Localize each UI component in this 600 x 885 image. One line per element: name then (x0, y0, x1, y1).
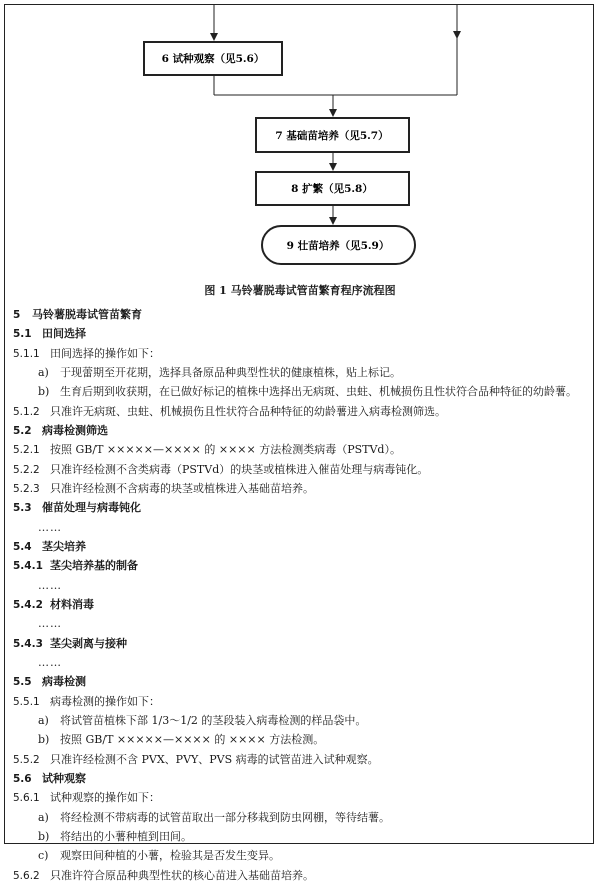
clause-5-6-1 (0, 789, 600, 807)
clause-text: 材料消毒 (50, 597, 94, 611)
clause-text: 茎尖培养基的制备 (50, 559, 138, 573)
clause-5-1 (0, 325, 600, 343)
clause-number: 5.5.1 (13, 695, 40, 708)
list-item-text: 观察田间种植的小薯，检验其是否发生变异。 (60, 849, 280, 863)
ellipsis: …… (38, 520, 62, 534)
list-item (0, 383, 600, 401)
clause-number: 5.1.1 (13, 347, 40, 360)
list-item-text: 按照 GB/T ×××××—×××× 的 ×××× 方法检测。 (60, 733, 325, 747)
clause-5-2-2 (0, 461, 600, 479)
clause-number: 5.2.2 (13, 463, 40, 476)
clause-number: 5.1 (13, 328, 32, 341)
flow-box-7-label: 7 基础苗培养（见5.7） (275, 130, 389, 142)
ellipsis-line (0, 519, 600, 537)
list-item-text: 将经检测不带病毒的试管苗取出一部分移栽到防虫网棚，等待结薯。 (60, 810, 390, 824)
flow-box-9-label: 9 壮苗培养（见5.9） (286, 240, 390, 252)
clause-5-6-2 (0, 867, 600, 885)
clause-text: 马铃薯脱毒试管苗繁育 (32, 308, 142, 321)
clause-5-4 (0, 538, 600, 556)
clause-text: 只准许经检测不含病毒的块茎或植株进入基础苗培养。 (50, 481, 314, 495)
clause-text: 茎尖剥离与接种 (50, 636, 127, 650)
clause-number: 5 (13, 309, 21, 321)
clause-text: 只准许符合原品种典型性状的核心苗进入基础苗培养。 (50, 868, 314, 882)
clause-text: 只准许经检测不含 PVX、PVY、PVS 病毒的试管苗进入试种观察。 (50, 752, 379, 766)
list-marker: b) (38, 829, 50, 843)
clause-5-6 (0, 770, 600, 788)
clause-text: 催苗处理与病毒钝化 (42, 501, 141, 515)
list-item (0, 809, 600, 827)
clause-number: 5.5.2 (13, 753, 40, 766)
clause-number: 5.6 (13, 772, 32, 785)
clause-5-2 (0, 422, 600, 440)
clause-text: 病毒检测的操作如下： (50, 694, 160, 708)
clause-number: 5.4.2 (13, 598, 43, 611)
clause-5-2-1 (0, 441, 600, 459)
list-item (0, 828, 600, 846)
clause-number: 5.4.3 (13, 637, 43, 650)
ellipsis-line (0, 654, 600, 672)
clause-text: 只准许无病斑、虫蛀、机械损伤且性状符合品种特征的幼龄薯进入病毒检测筛选。 (50, 404, 446, 418)
list-marker: b) (38, 385, 50, 399)
clause-text: 试种观察 (42, 771, 86, 785)
clause-5-5-2 (0, 751, 600, 769)
list-marker: c) (38, 849, 49, 863)
clause-text: 只准许经检测不含类病毒（PSTVd）的块茎或植株进入催苗处理与病毒钝化。 (50, 462, 429, 476)
list-item (0, 731, 600, 749)
clause-number: 5.6.2 (13, 869, 40, 882)
clause-text: 茎尖培养 (42, 539, 86, 553)
flow-box-8-label: 8 扩繁（见5.8） (291, 183, 373, 195)
list-marker: a) (38, 713, 49, 727)
clause-5-1-1 (0, 345, 600, 363)
clause-text: 病毒检测 (42, 675, 86, 689)
clause-5-4-2 (0, 596, 600, 614)
ellipsis-line (0, 615, 600, 633)
clause-5-2-3 (0, 480, 600, 498)
clause-number: 5.2.1 (13, 444, 40, 457)
clause-5-5-1 (0, 693, 600, 711)
clause-5-1-2 (0, 403, 600, 421)
clause-text: 病毒检测筛选 (42, 423, 108, 437)
clause-text: 按照 GB/T ×××××—×××× 的 ×××× 方法检测类病毒（PSTVd）。 (50, 443, 401, 457)
list-item-text: 于现蕾期至开花期，选择具备原品种典型性状的健康植株，贴上标记。 (60, 365, 401, 379)
ellipsis: …… (38, 578, 62, 592)
clause-number: 5.5 (13, 676, 32, 689)
list-marker: a) (38, 810, 49, 824)
ellipsis: …… (38, 617, 62, 631)
list-marker: a) (38, 365, 49, 379)
clause-number: 5.2 (13, 424, 32, 437)
clause-number: 5.3 (13, 502, 32, 515)
clause-5-4-3 (0, 635, 600, 653)
list-item (0, 712, 600, 730)
clause-text: 田间选择 (42, 327, 86, 341)
list-item-text: 将试管苗植株下部 1/3～1/2 的茎段装入病毒检测的样品袋中。 (60, 713, 367, 727)
clause-number: 5.1.2 (13, 405, 40, 418)
clause-5 (0, 306, 600, 324)
ellipsis-line (0, 577, 600, 595)
clause-text: 田间选择的操作如下： (50, 346, 160, 360)
clause-5-4-1 (0, 557, 600, 575)
flowchart (0, 0, 600, 300)
ellipsis: …… (38, 655, 62, 669)
flow-box-6-label: 6 试种观察（见5.6） (161, 53, 265, 65)
clause-number: 5.2.3 (13, 482, 40, 495)
list-item-text: 生育后期到收获期，在已做好标记的植株中选择出无病斑、虫蛀、机械损伤且性状符合品种特征的幼龄薯。 (60, 385, 577, 399)
clause-number: 5.4.1 (13, 560, 43, 573)
clause-number: 5.4 (13, 540, 32, 553)
list-item-text: 将结出的小薯种植到田间。 (60, 829, 192, 843)
list-marker: b) (38, 733, 50, 747)
list-item (0, 364, 600, 382)
clause-5-5 (0, 673, 600, 691)
figure-caption: 图 1 马铃薯脱毒试管苗繁育程序流程图 (204, 284, 396, 297)
clause-text: 试种观察的操作如下： (50, 791, 160, 805)
clause-5-3 (0, 499, 600, 517)
clause-number: 5.6.1 (13, 792, 40, 805)
